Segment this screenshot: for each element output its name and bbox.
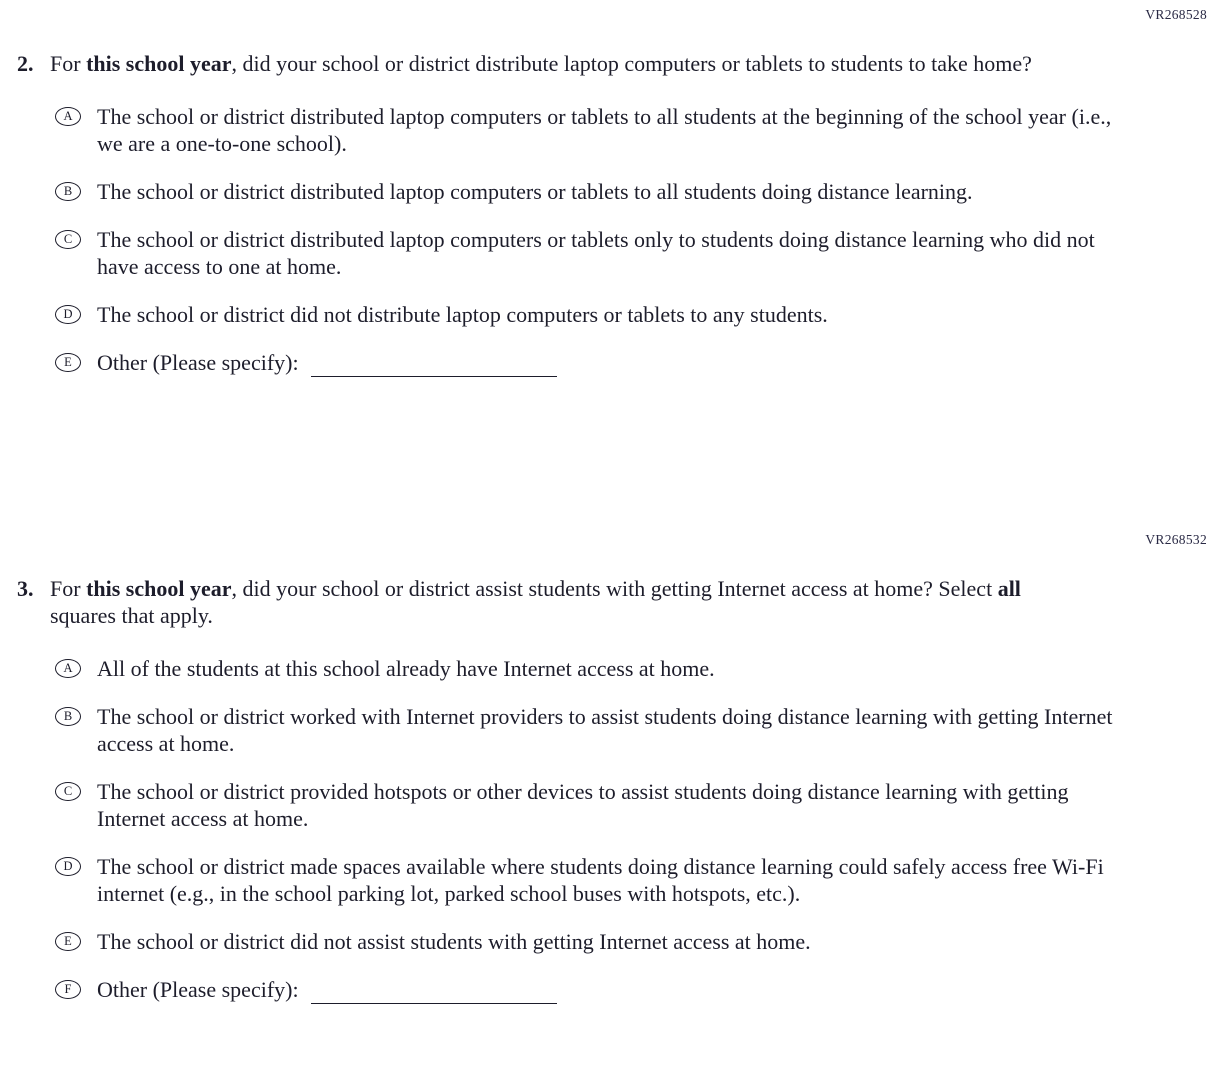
option-row-d <box>55 301 1212 328</box>
option-letter: C <box>63 232 73 247</box>
question-2-prompt <box>50 50 1050 77</box>
option-text-label: Other (Please specify): <box>97 977 299 1002</box>
prompt-text: For <box>50 51 87 76</box>
option-letter: A <box>63 661 73 676</box>
option-text: The school or district distributed laptop computers or tablets only to students doing distance learning who did not have access to one at home. <box>97 227 1095 279</box>
option-letter: E <box>64 934 72 949</box>
question-3-number: 3. <box>17 576 34 601</box>
prompt-bold-text: all <box>997 576 1021 601</box>
option-text <box>97 976 557 1004</box>
answer-bubble-a[interactable] <box>55 659 81 678</box>
option-text: The school or district provided hotspots or other devices to assist students doing distance learning with getting Internet access at home. <box>97 779 1069 831</box>
option-row-b <box>55 703 1212 757</box>
option-row-b <box>55 178 1212 205</box>
answer-bubble-c[interactable] <box>55 230 81 249</box>
option-row-d <box>55 853 1212 907</box>
answer-bubble-b[interactable] <box>55 182 81 201</box>
question-3-options <box>50 655 1212 1004</box>
option-row-e <box>55 349 1212 377</box>
question-2-block <box>0 50 1212 377</box>
option-letter: C <box>63 784 73 799</box>
question-3-code: VR268532 <box>1145 532 1207 547</box>
option-row-a <box>55 655 1212 682</box>
prompt-text: squares that apply. <box>50 603 213 628</box>
answer-bubble-c[interactable] <box>55 782 81 801</box>
prompt-bold-text: this school year <box>86 576 232 601</box>
prompt-text: For <box>50 576 87 601</box>
option-row-e <box>55 928 1212 955</box>
question-3-prompt <box>50 575 1050 629</box>
option-row-a <box>55 103 1212 157</box>
prompt-text: , did your school or district assist students with getting Internet access at home? Select <box>231 576 998 601</box>
answer-bubble-f[interactable] <box>55 980 81 999</box>
option-letter: B <box>63 709 73 724</box>
fill-in-blank[interactable] <box>311 1003 557 1004</box>
prompt-bold-text: this school year <box>86 51 232 76</box>
option-letter: F <box>64 982 72 997</box>
answer-bubble-e[interactable] <box>55 932 81 951</box>
question-2-options <box>50 103 1212 377</box>
option-letter: B <box>63 184 73 199</box>
prompt-text: , did your school or district distribute laptop computers or tablets to students to take home? <box>231 51 1032 76</box>
option-letter: D <box>63 859 73 874</box>
answer-bubble-d[interactable] <box>55 857 81 876</box>
question-2-number: 2. <box>17 51 34 76</box>
option-text: The school or district distributed laptop computers or tablets to all students at the beginning of the school year (i.e., we are a one-to-one school). <box>97 104 1112 156</box>
answer-bubble-e[interactable] <box>55 353 81 372</box>
option-text-label: Other (Please specify): <box>97 350 299 375</box>
option-row-c <box>55 226 1212 280</box>
option-text: The school or district made spaces available where students doing distance learning could safely access free Wi-Fi internet (e.g., in the school parking lot, parked school buses with hotspots, etc.). <box>97 854 1104 906</box>
question-2-code: VR268528 <box>1145 7 1207 22</box>
option-text: All of the students at this school already have Internet access at home. <box>97 656 715 681</box>
option-text: The school or district distributed laptop computers or tablets to all students doing distance learning. <box>97 179 973 204</box>
option-text: The school or district did not distribute laptop computers or tablets to any students. <box>97 302 828 327</box>
question-3-block <box>0 575 1212 1004</box>
answer-bubble-a[interactable] <box>55 107 81 126</box>
option-text: The school or district did not assist students with getting Internet access at home. <box>97 929 811 954</box>
option-row-c <box>55 778 1212 832</box>
option-text <box>97 349 557 377</box>
fill-in-blank[interactable] <box>311 376 557 377</box>
option-row-f <box>55 976 1212 1004</box>
option-letter: D <box>63 307 73 322</box>
option-letter: E <box>64 355 72 370</box>
answer-bubble-b[interactable] <box>55 707 81 726</box>
option-text: The school or district worked with Internet providers to assist students doing distance learning with getting Internet access at home. <box>97 704 1113 756</box>
option-letter: A <box>63 109 73 124</box>
answer-bubble-d[interactable] <box>55 305 81 324</box>
